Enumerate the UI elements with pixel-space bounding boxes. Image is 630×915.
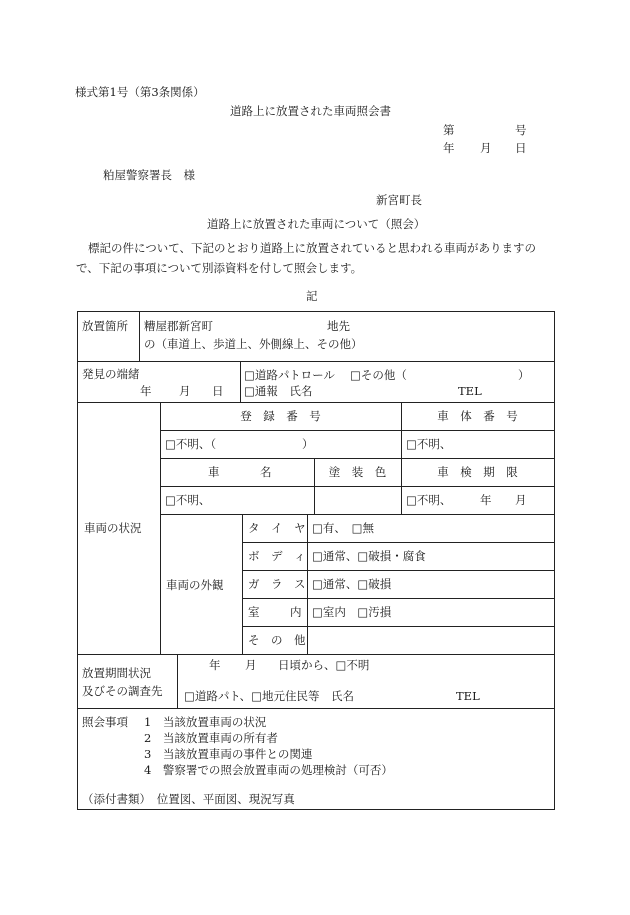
document-title: 道路上に放置された車両照会書: [230, 104, 391, 118]
location-suffix: 地先: [327, 319, 350, 333]
attachments: （添付書類） 位置図、平面図、現況写真: [82, 792, 295, 806]
rule: [240, 361, 241, 402]
body-text-line1: 標記の件について、下記のとおり道路上に放置されていると思われる車両がありますの: [88, 241, 537, 255]
inquiry-item: 3 当該放置車両の事件との関連: [144, 747, 313, 761]
rule: [78, 708, 554, 709]
paint-color-header: 塗 装 色: [328, 465, 387, 479]
vehicle-appearance-label: 車両の外観: [166, 578, 224, 592]
rule: [160, 486, 554, 487]
date-year: 年: [443, 141, 455, 155]
form-number: 様式第1号（第3条関係）: [75, 85, 205, 99]
date-day: 日: [515, 141, 527, 155]
discovery-month: 月: [179, 384, 191, 398]
number-suffix: 号: [515, 123, 527, 137]
inquiry-item: 1 当該放置車両の状況: [144, 715, 267, 729]
registration-unknown-close: ）: [302, 437, 314, 451]
period-year: 年: [209, 658, 221, 672]
period-survey: □道路パト、□地元住民等 氏名: [184, 689, 354, 703]
registration-unknown: □不明、（: [165, 437, 217, 451]
rule: [242, 598, 554, 599]
tire-label: タ イ ヤ: [248, 521, 306, 535]
glass-label: ガ ラ ス: [248, 577, 306, 591]
number-label: 第: [443, 123, 455, 137]
rule: [139, 312, 140, 361]
addressee: 粕屋警察署長 様: [103, 168, 195, 182]
vehicle-name-header-a: 車: [208, 465, 220, 479]
period-label-line2: 及びその調査先: [82, 684, 163, 698]
inquiry-label: 照会事項: [82, 715, 128, 729]
vehicle-name-header-b: 名: [260, 465, 272, 479]
period-month: 月: [245, 658, 257, 672]
inspection-year: 年: [480, 493, 492, 507]
rule: [242, 570, 554, 571]
rule: [307, 514, 308, 654]
subject: 道路上に放置された車両について（照会）: [207, 217, 426, 231]
interior-options: □室内 □汚損: [312, 605, 392, 619]
location-options: の（車道上、歩道上、外側線上、その他）: [144, 337, 363, 351]
period-tel: TEL: [456, 689, 480, 703]
interior-label-b: 内: [290, 605, 302, 619]
rule: [160, 514, 554, 515]
other-label: そ の 他: [248, 633, 306, 647]
glass-options: □通常、□破損: [312, 577, 392, 591]
vehicle-status-label: 車両の状況: [84, 521, 142, 535]
rule: [78, 361, 554, 362]
body-text-line2: で、下記の事項について別添資料を付して照会します。: [76, 261, 363, 275]
period-since: 日頃から、□不明: [278, 658, 370, 672]
discovery-patrol: □道路パトロール: [244, 368, 335, 382]
body-number-header: 車 体 番 号: [437, 409, 518, 423]
discovery-other: □その他（: [350, 368, 407, 382]
inspection-unknown: □不明、: [406, 493, 452, 507]
period-label-line1: 放置期間状況: [82, 666, 151, 680]
discovery-other-close: ）: [518, 368, 530, 382]
rule: [160, 430, 554, 431]
inquiry-item: 2 当該放置車両の所有者: [144, 731, 278, 745]
discovery-year: 年: [140, 384, 152, 398]
inspection-expiry-header: 車 検 期 限: [437, 465, 518, 479]
rule: [242, 514, 243, 654]
location-label: 放置箇所: [82, 319, 128, 333]
vehicle-name-unknown: □不明、: [165, 493, 211, 507]
ki-mark: 記: [306, 289, 318, 303]
inquiry-item: 4 警察署での照会放置車両の処理検討（可否）: [144, 763, 393, 777]
body-options: □通常、□破損・腐食: [312, 549, 426, 563]
body-number-unknown: □不明、: [406, 437, 452, 451]
discovery-report: □通報 氏名: [244, 384, 313, 398]
registration-number-header: 登 録 番 号: [240, 409, 321, 423]
rule: [177, 654, 178, 708]
rule: [160, 402, 161, 654]
discovery-label: 発見の端緒: [82, 367, 140, 381]
body-label: ボ デ ィ: [248, 549, 306, 563]
rule: [78, 654, 554, 655]
interior-label-a: 室: [248, 605, 260, 619]
inspection-month: 月: [515, 493, 527, 507]
rule: [78, 402, 554, 403]
inquiry-table: [77, 311, 555, 810]
discovery-tel: TEL: [458, 384, 482, 398]
discovery-day: 日: [212, 384, 224, 398]
rule: [160, 458, 554, 459]
location-town: 糟屋郡新宮町: [144, 319, 213, 333]
rule: [242, 626, 554, 627]
date-month: 月: [480, 141, 492, 155]
rule: [242, 542, 554, 543]
sender: 新宮町長: [376, 193, 422, 207]
tire-options: □有、 □無: [312, 521, 374, 535]
